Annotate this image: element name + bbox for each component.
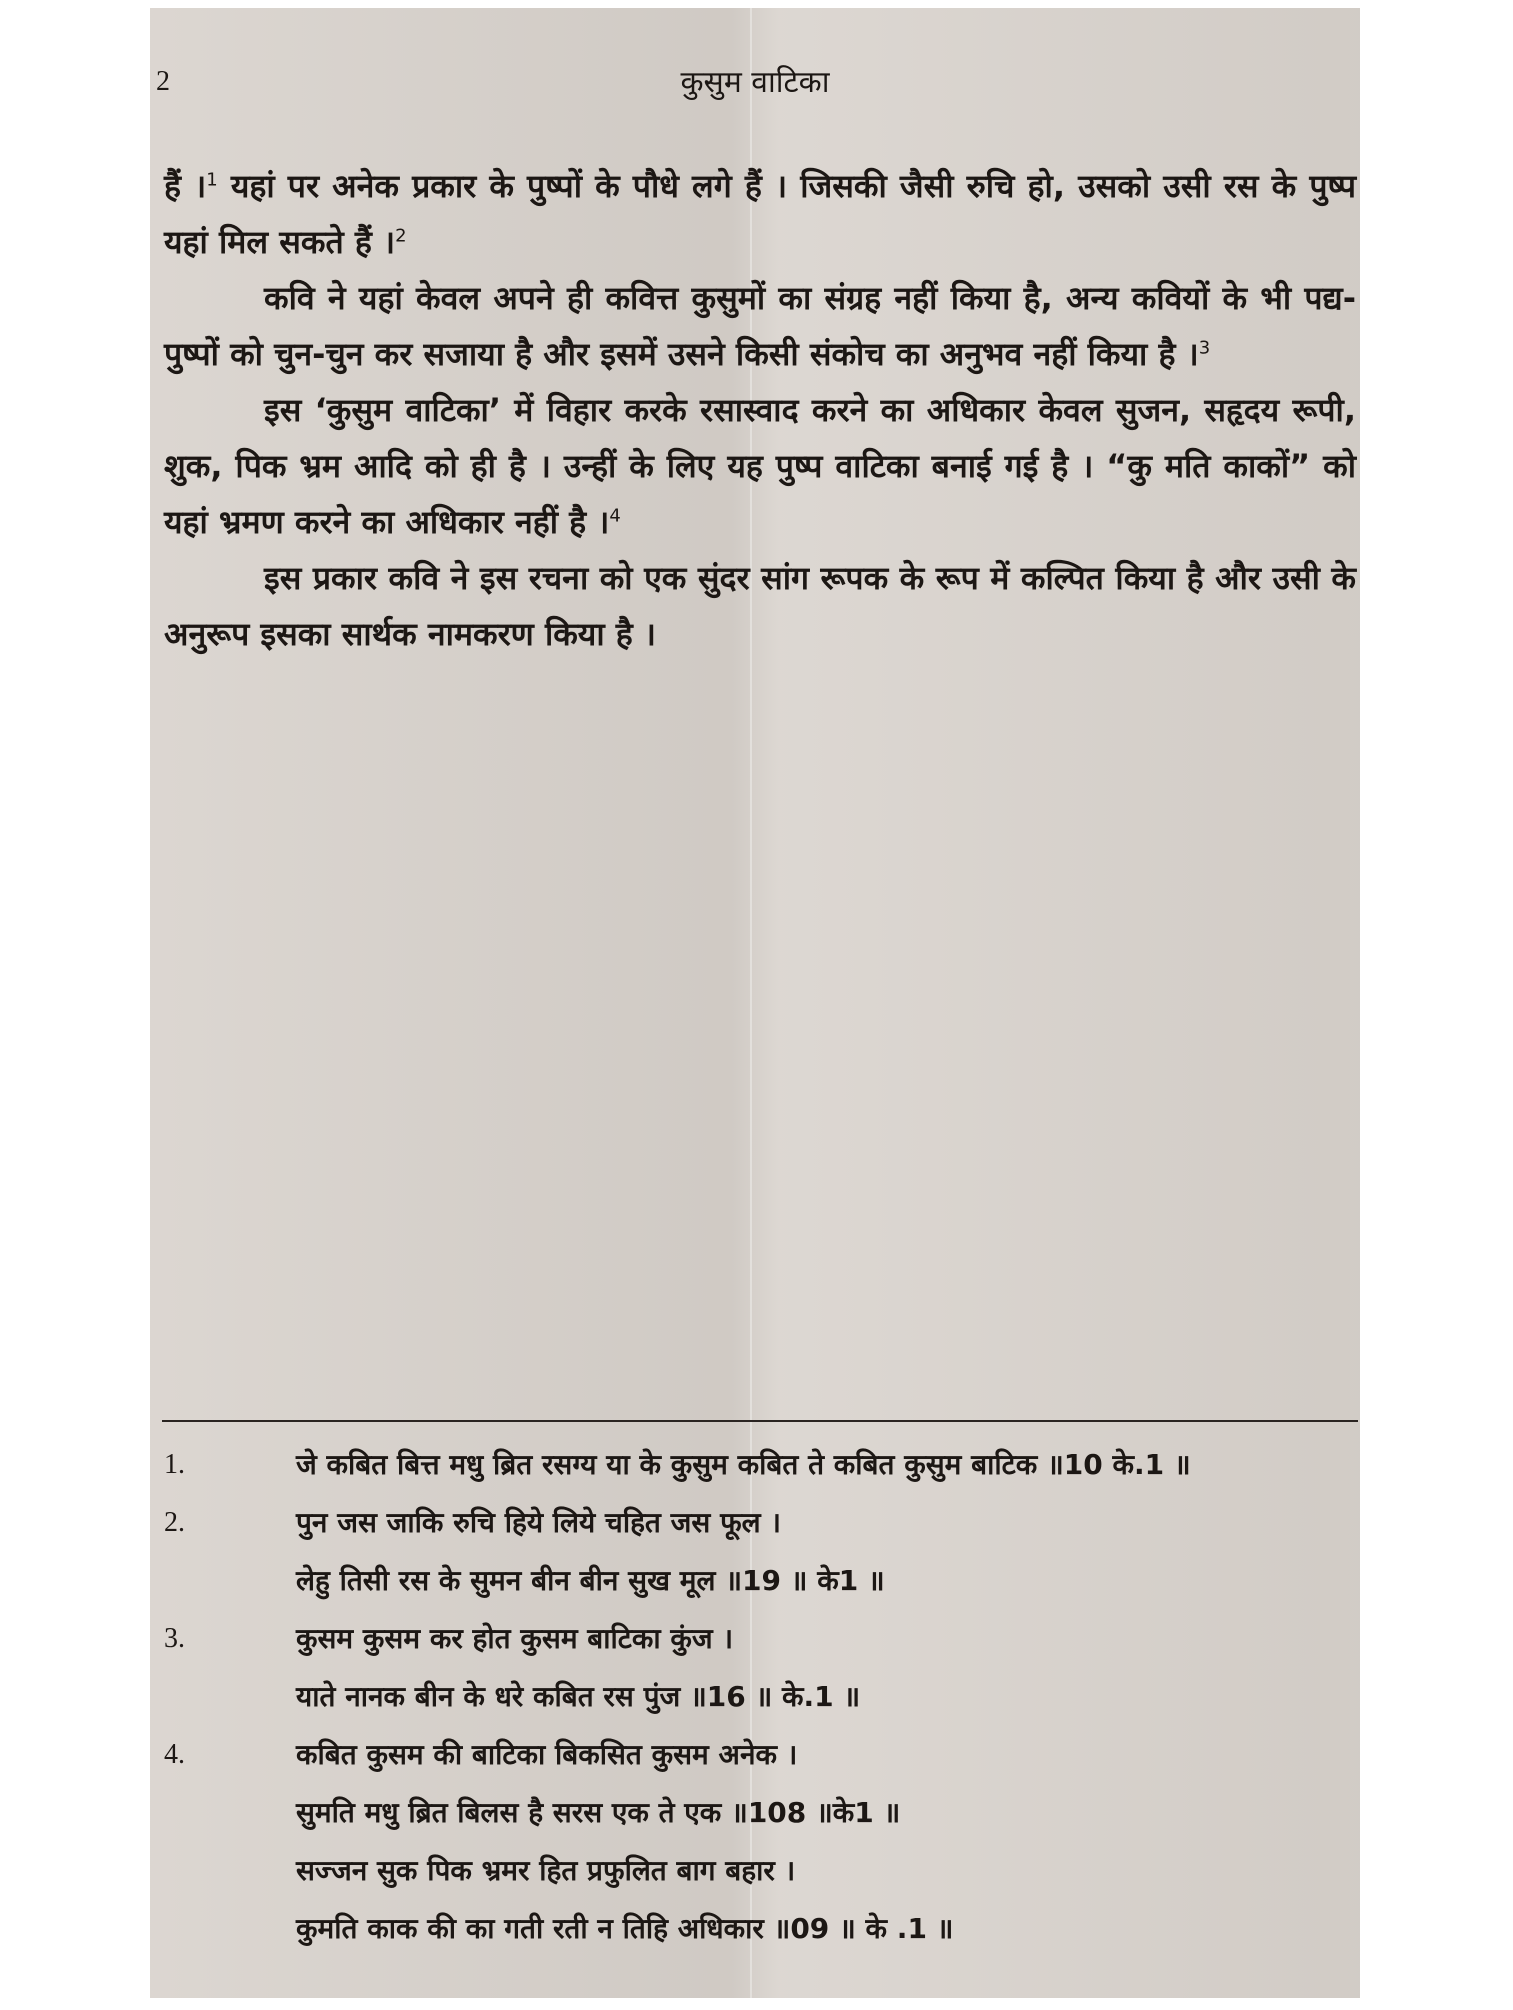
footnote-line [164, 1552, 1354, 1610]
footnote-number: 1. [164, 1449, 185, 1480]
footnote-text: लेहु तिसी रस के सुमन बीन बीन सुख मूल ॥19 ॥ के1 ॥ [296, 1564, 885, 1597]
footnote-line [164, 1436, 1354, 1494]
paragraph-3: इस ‘कुसुम वाटिका’ में विहार करके रसास्वाद करने का अधिकार केवल सुजन, सहृदय रूपी, शुक, पिक भ्रम आदि को ही है । उन्हीं के लिए यह पुष्प वाटिका बनाई गई है । “कु मति काकों” को यहां भ्रमण करने का अधिकार नहीं है ।$^4$ [164, 391, 1356, 541]
footnote-ref-1: 1 [206, 169, 218, 191]
paragraph-4: इस प्रकार कवि ने इस रचना को एक सुंदर सांग रूपक के रूप में कल्पित किया है और उसी के अनुरूप इसका सार्थक नामकरण किया है । [164, 559, 1356, 653]
footnote-line [164, 1842, 1354, 1900]
footnote-ref-4: 4 [609, 505, 621, 527]
book-page [150, 8, 1360, 1998]
footnote-number: 2. [164, 1507, 185, 1538]
footnote-line [164, 1726, 1354, 1784]
footnote-text: जे कबित बित्त मधु ब्रित रसग्य या के कुसुम कबित ते कबित कुसुम बाटिक ॥10 के.1 ॥ [296, 1448, 1191, 1481]
footnote-ref-3: 3 [1198, 337, 1211, 359]
body-text [164, 158, 1356, 662]
footnote-text: पुन जस जाकि रुचि हिये लिये चहित जस फूल । [296, 1506, 782, 1539]
footnote-line [164, 1900, 1354, 1958]
footnote-separator [162, 1420, 1358, 1422]
footnote-line [164, 1784, 1354, 1842]
running-title: कुसुम वाटिका [680, 65, 830, 100]
footnote-line [164, 1494, 1354, 1552]
page-number: 2 [156, 66, 170, 97]
footnote-ref-2: 2 [395, 225, 407, 247]
footnote-text: कबित कुसम की बाटिका बिकसित कुसम अनेक । [296, 1738, 798, 1771]
footnote-number: 4. [164, 1739, 185, 1770]
footnote-line [164, 1668, 1354, 1726]
footnote-number: 3. [164, 1623, 185, 1654]
footnote-text: याते नानक बीन के धरे कबित रस पुंज ॥16 ॥ के.1 ॥ [296, 1680, 861, 1713]
footnotes [164, 1436, 1354, 1958]
footnote-text: सज्जन सुक पिक भ्रमर हित प्रफुलित बाग बहार । [296, 1854, 796, 1887]
paragraph-2: कवि ने यहां केवल अपने ही कवित्त कुसुमों का संग्रह नहीं किया है, अन्य कवियों के भी पद्य-पुष्पों को चुन-चुन कर सजाया है और इसमें उसने किसी संकोच का अनुभव नहीं किया है ।$^3$ [164, 279, 1356, 373]
footnote-text: कुमति काक की का गती रती न तिहि अधिकार ॥09 ॥ के .1 ॥ [296, 1912, 954, 1945]
footnote-text: कुसम कुसम कर होत कुसम बाटिका कुंज । [296, 1622, 734, 1655]
paragraph-1: हैं ।$^1$ यहां पर अनेक प्रकार के पुष्पों के पौधे लगे हैं । जिसकी जैसी रुचि हो, उसको उसी रस के पुष्प यहां मिल सकते हैं ।$^2$ [164, 167, 1357, 261]
footnote-text: सुमति मधु ब्रित बिलस है सरस एक ते एक ॥108 ॥के1 ॥ [296, 1796, 901, 1829]
footnote-line [164, 1610, 1354, 1668]
